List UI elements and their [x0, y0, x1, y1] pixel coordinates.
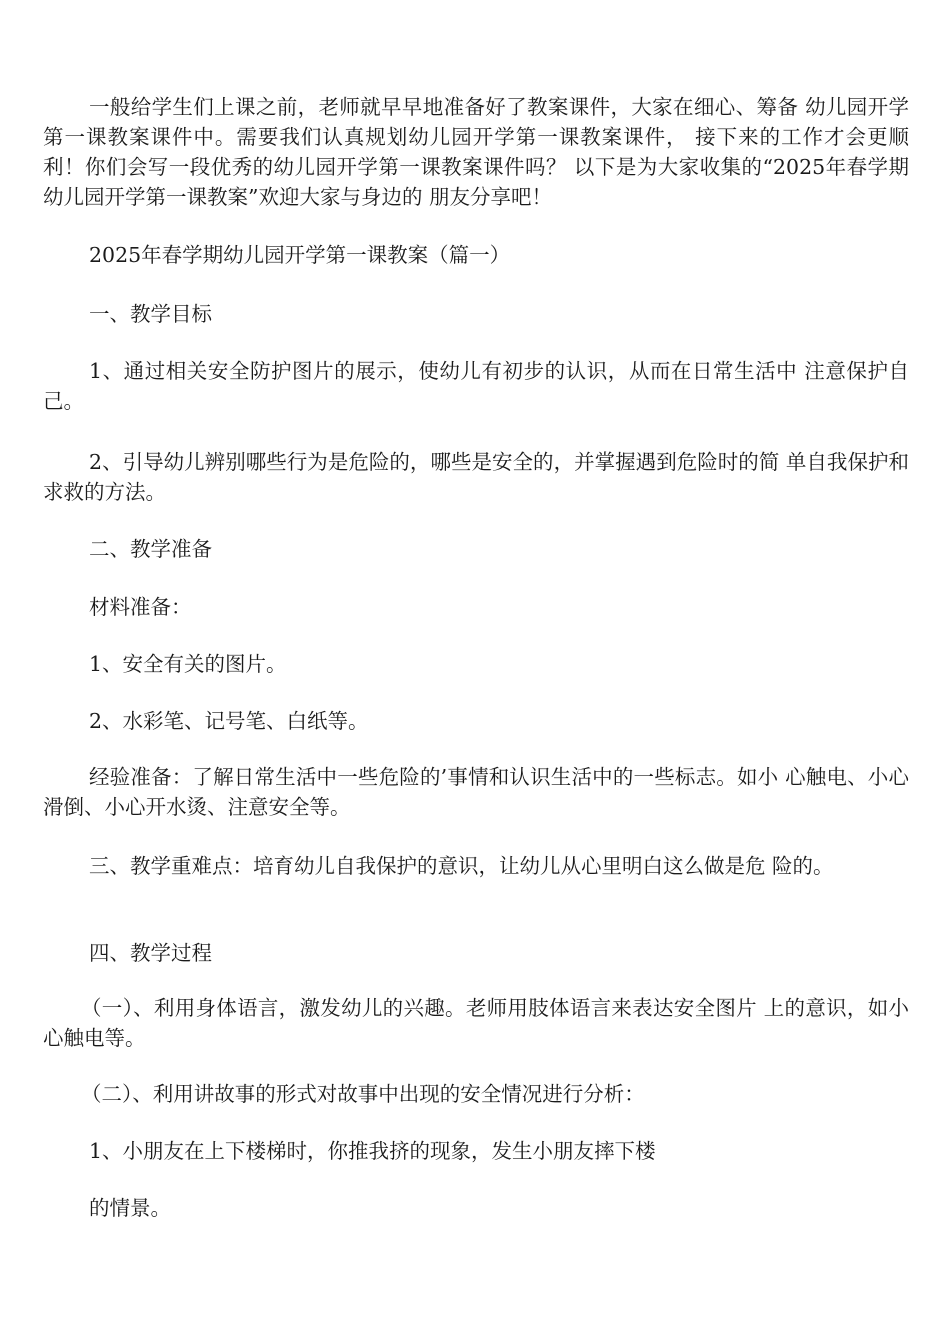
- intro-paragraph: 一般给学生们上课之前，老师就早早地准备好了教案课件，大家在细心、筹备 幼儿园开学第一课教案课件中。需要我们认真规划幼儿园开学第一课教案课件， 接下来的工作才会更顺利！你们会写一段优秀的幼儿园开学第一课教案课件吗？ 以下是为大家收集的“2025年春学期幼儿园开学第一课教案”欢迎大家与身边的 朋友分享吧！: [43, 95, 909, 209]
- goal-item-2: 2、引导幼儿辨别哪些行为是危险的，哪些是安全的，并掌握遇到危险时的简 单自我保护和求救的方法。: [43, 450, 909, 504]
- article-title: 2025年春学期幼儿园开学第一课教案（篇一）: [89, 243, 511, 267]
- story-line-1: 1、小朋友在上下楼梯时，你推我挤的现象，发生小朋友摔下楼: [89, 1139, 656, 1163]
- process-step-1: （一）、利用身体语言，激发幼儿的兴趣。老师用肢体语言来表达安全图片 上的意识，如小心触电等。: [43, 996, 909, 1050]
- material-item-2: 2、水彩笔、记号笔、白纸等。: [89, 709, 369, 733]
- section-heading-goals: 一、教学目标: [89, 302, 212, 326]
- story-line-2: 的情景。: [89, 1196, 171, 1220]
- materials-label: 材料准备：: [89, 595, 192, 619]
- experience-paragraph: 经验准备：了解日常生活中一些危险的’事情和认识生活中的一些标志。如小 心触电、小心滑倒、小心开水烫、注意安全等。: [43, 765, 909, 819]
- section-heading-preparation: 二、教学准备: [89, 537, 212, 561]
- process-step-2: （二）、利用讲故事的形式对故事中出现的安全情况进行分析：: [81, 1082, 645, 1106]
- section-heading-process: 四、教学过程: [89, 941, 212, 965]
- key-difficulty-paragraph: 三、教学重难点：培育幼儿自我保护的意识，让幼儿从心里明白这么做是危 险的。: [89, 854, 834, 878]
- goal-item-1: 1、通过相关安全防护图片的展示，使幼儿有初步的认识，从而在日常生活中 注意保护自己。: [43, 359, 909, 413]
- material-item-1: 1、安全有关的图片。: [89, 652, 287, 676]
